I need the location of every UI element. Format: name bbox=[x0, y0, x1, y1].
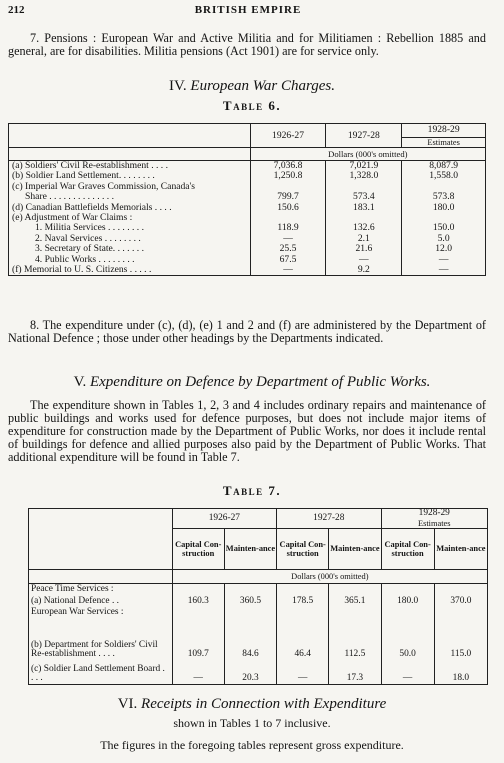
row-label: Peace Time Services : bbox=[29, 584, 173, 596]
row-label: (f) Memorial to U. S. Citizens . . . . . bbox=[9, 265, 251, 276]
table-cell: 7,036.8 bbox=[250, 161, 326, 172]
section-title: Receipts in Connection with Expenditure bbox=[141, 696, 387, 712]
row-label: 4. Public Works . . . . . . . . bbox=[9, 255, 251, 265]
table-cell: 360.5 bbox=[224, 595, 276, 607]
table-row bbox=[9, 265, 486, 276]
section-numeral: IV. bbox=[169, 78, 187, 94]
year-header-label: 1928-29 bbox=[418, 508, 450, 518]
table-cell: 109.7 bbox=[172, 618, 224, 660]
table-cell: 84.6 bbox=[224, 618, 276, 660]
table-6-body bbox=[9, 161, 486, 276]
table-cell: 132.6 bbox=[326, 223, 402, 233]
row-label: (e) Adjustment of War Claims : bbox=[9, 213, 251, 223]
table-cell: 178.5 bbox=[277, 595, 329, 607]
table-cell: 21.6 bbox=[326, 244, 402, 254]
row-label: (b) Department for Soldiers' Civil Re-establishment . . . . bbox=[29, 618, 173, 660]
table-cell: 18.0 bbox=[434, 660, 487, 685]
row-label: 1. Militia Services . . . . . . . . bbox=[9, 223, 251, 233]
table-cell: 115.0 bbox=[434, 618, 487, 660]
table-cell: 150.0 bbox=[402, 223, 486, 233]
maintenance-header: Mainten-ance bbox=[329, 529, 381, 570]
table-cell: 1,558.0 bbox=[402, 171, 486, 181]
section-title: European War Charges. bbox=[190, 78, 335, 94]
table-cell: 5.0 bbox=[402, 234, 486, 244]
column-header-estimates: Estimates bbox=[402, 137, 485, 147]
column-header-year: 1928-29 bbox=[427, 124, 460, 135]
table-cell: 17.3 bbox=[329, 660, 381, 685]
capital-construction-header: Capital Con-struction bbox=[172, 529, 224, 570]
table-cell: — bbox=[277, 660, 329, 685]
table-cell: — bbox=[402, 265, 486, 276]
table-7-title: Table 7. bbox=[222, 483, 282, 498]
paragraph-7: 7. Pensions : European War and Active Militia and for Militiamen : Rebellion 1885 and general, are for disabilities. Militia pensions (Act 1901) are for service only. bbox=[8, 31, 486, 58]
table-cell: — bbox=[250, 265, 326, 276]
row-label: 3. Secretary of State. . . . . . . bbox=[9, 244, 251, 254]
table-cell: 46.4 bbox=[277, 618, 329, 660]
table-cell: 25.5 bbox=[250, 244, 326, 254]
row-label: 2. Naval Services . . . . . . . . bbox=[9, 234, 251, 244]
row-label: (d) Canadian Battlefields Memorials . . . . bbox=[9, 203, 251, 213]
footer-note: The figures in the foregoing tables represent gross expenditure. bbox=[100, 738, 404, 752]
table-7 bbox=[28, 508, 488, 685]
paragraph-public-works: The expenditure shown in Tables 1, 2, 3 and 4 includes ordinary repairs and maintenance of public buildings and works used for defence purposes, but does not include major items of expenditure for construction made by the Department of Public Works, nor does it include rental of buildings for defence and allied purposes also paid by the Department of Public Works. That additional expenditure will be found in Table 7. bbox=[8, 398, 486, 464]
table-cell: 1,328.0 bbox=[326, 171, 402, 181]
row-label: (a) Soldiers' Civil Re-establishment . . . . bbox=[9, 161, 251, 172]
table-cell: 118.9 bbox=[250, 223, 326, 233]
table-cell: — bbox=[326, 255, 402, 265]
row-label: (b) Soldier Land Settlement. . . . . . . . bbox=[9, 171, 251, 181]
table-row bbox=[29, 607, 488, 618]
table-cell: 67.5 bbox=[250, 255, 326, 265]
section-iv-heading bbox=[0, 78, 504, 95]
page-number: 212 bbox=[8, 4, 25, 16]
table-cell: 150.6 bbox=[250, 203, 326, 213]
table-cell: 50.0 bbox=[381, 618, 434, 660]
year-header-estimates: Estimates bbox=[417, 518, 451, 528]
column-header: 1927-28 bbox=[326, 124, 402, 148]
table-row bbox=[29, 595, 488, 607]
table-row bbox=[29, 584, 488, 596]
capital-construction-header: Capital Con-struction bbox=[381, 529, 434, 570]
capital-construction-header: Capital Con-struction bbox=[277, 529, 329, 570]
section-v-heading bbox=[0, 374, 504, 391]
table-cell: 370.0 bbox=[434, 595, 487, 607]
table-6-title: Table 6. bbox=[222, 98, 282, 113]
table-cell: 183.1 bbox=[326, 203, 402, 213]
units-label: Dollars (000's omitted) bbox=[172, 570, 487, 584]
section-vi-heading bbox=[0, 696, 504, 713]
table-cell: 573.4 bbox=[326, 192, 402, 202]
page-header bbox=[8, 4, 488, 20]
table-cell: 799.7 bbox=[250, 192, 326, 202]
maintenance-header: Mainten-ance bbox=[224, 529, 276, 570]
table-cell: — bbox=[402, 255, 486, 265]
table-cell: 160.3 bbox=[172, 595, 224, 607]
table-cell: 180.0 bbox=[402, 203, 486, 213]
table-cell: 365.1 bbox=[329, 595, 381, 607]
table-cell: 112.5 bbox=[329, 618, 381, 660]
table-cell: 1,250.8 bbox=[250, 171, 326, 181]
table-6 bbox=[8, 123, 486, 276]
table-cell: 12.0 bbox=[402, 244, 486, 254]
table-header-blank bbox=[29, 509, 173, 570]
maintenance-header: Mainten-ance bbox=[434, 529, 487, 570]
table-cell: 573.8 bbox=[402, 192, 486, 202]
units-label: Dollars (000's omitted) bbox=[250, 148, 485, 161]
section-vi-subline: shown in Tables 1 to 7 inclusive. bbox=[173, 716, 331, 730]
table-cell: 9.2 bbox=[326, 265, 402, 276]
column-header: 1926-27 bbox=[250, 124, 326, 148]
year-header bbox=[381, 509, 488, 529]
column-header bbox=[402, 124, 486, 148]
table-cell: 180.0 bbox=[381, 595, 434, 607]
year-header: 1926-27 bbox=[172, 509, 276, 529]
running-title: BRITISH EMPIRE bbox=[194, 4, 302, 16]
table-cell: 7,021.9 bbox=[326, 161, 402, 172]
row-label: (a) National Defence . . bbox=[29, 595, 173, 607]
section-title: Expenditure on Defence by Department of Public Works. bbox=[89, 374, 431, 390]
units-blank bbox=[9, 148, 251, 161]
table-header-blank bbox=[9, 124, 251, 148]
paragraph-8: 8. The expenditure under (c), (d), (e) 1 and 2 and (f) are administered by the Department of National Defence ; those under other headings by the Departments indicated. bbox=[8, 318, 486, 345]
table-cell: — bbox=[381, 660, 434, 685]
table-cell: — bbox=[250, 234, 326, 244]
row-label: (c) Soldier Land Settlement Board . . . . bbox=[29, 660, 173, 685]
table-cell: — bbox=[172, 660, 224, 685]
section-numeral: VI. bbox=[117, 696, 138, 712]
row-label: Share . . . . . . . . . . . . . . bbox=[9, 192, 251, 202]
year-header: 1927-28 bbox=[277, 509, 381, 529]
table-row bbox=[29, 660, 488, 685]
row-label: European War Services : bbox=[29, 607, 173, 618]
units-blank bbox=[29, 570, 173, 584]
row-label: (c) Imperial War Graves Commission, Canada's bbox=[9, 182, 251, 192]
table-cell: 8,087.9 bbox=[402, 161, 486, 172]
table-row bbox=[29, 618, 488, 660]
table-cell: 2.1 bbox=[326, 234, 402, 244]
section-numeral: V. bbox=[73, 374, 87, 390]
table-cell: 20.3 bbox=[224, 660, 276, 685]
